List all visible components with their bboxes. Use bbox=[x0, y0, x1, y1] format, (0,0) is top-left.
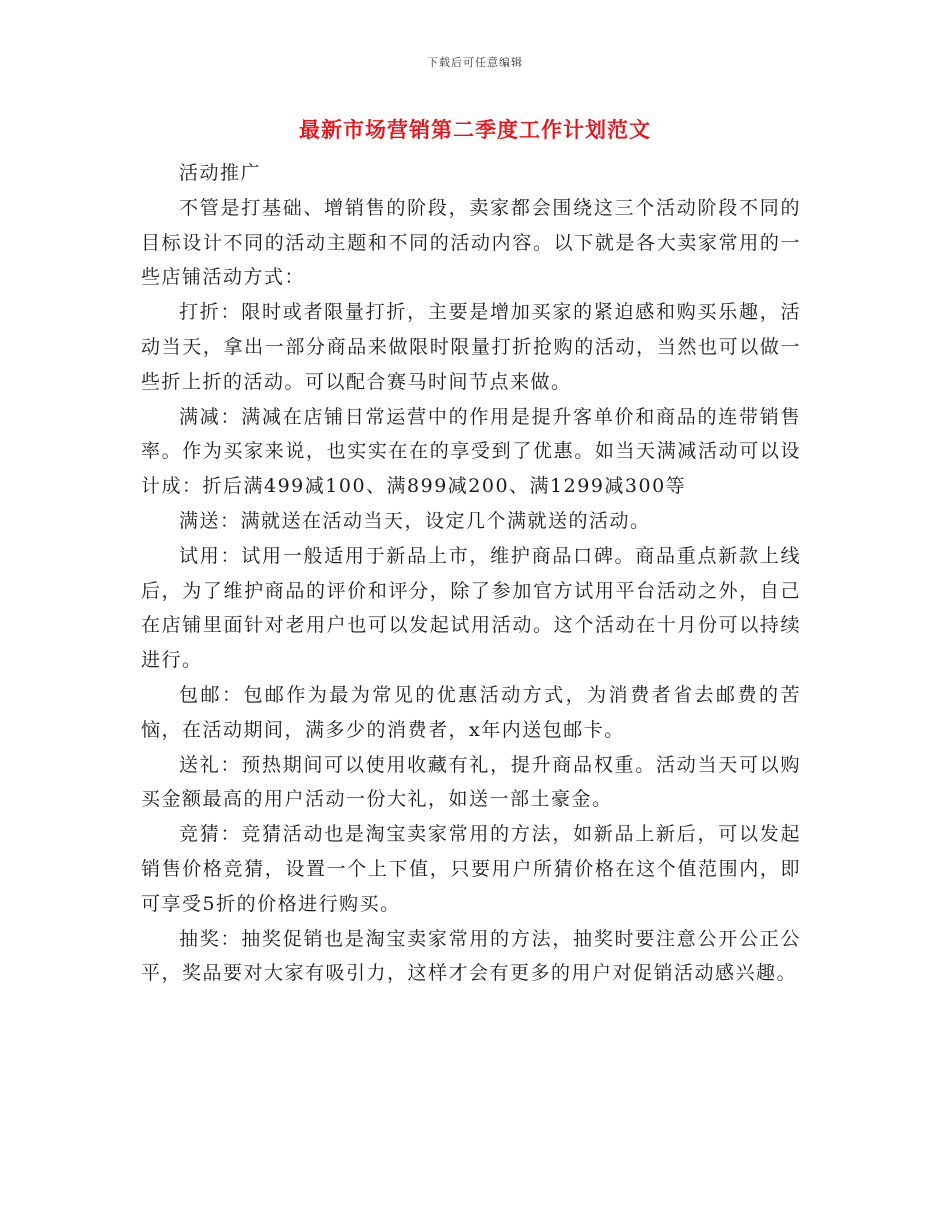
paragraph-free-shipping: 包邮：包邮作为最为常见的优惠活动方式，为消费者省去邮费的苦恼，在活动期间，满多少的消费者，x年内送包邮卡。 bbox=[141, 683, 801, 741]
paragraph-guessing: 竞猜：竞猜活动也是淘宝卖家常用的方法，如新品上新后，可以发起销售价格竞猜，设置一个上下值，只要用户所猜价格在这个值范围内，即可享受5折的价格进行购买。 bbox=[141, 823, 801, 915]
paragraph-intro: 不管是打基础、增销售的阶段，卖家都会围绕这三个活动阶段不同的目标设计不同的活动主题和不同的活动内容。以下就是各大卖家常用的一些店铺活动方式： bbox=[141, 196, 801, 289]
header-note: 下载后可任意编辑 bbox=[427, 56, 523, 69]
section-heading: 活动推广 bbox=[179, 162, 262, 184]
paragraph-full-gift: 满送：满就送在活动当天，设定几个满就送的活动。 bbox=[179, 509, 651, 532]
paragraph-lottery: 抽奖：抽奖促销也是淘宝卖家常用的方法，抽奖时要注意公开公正公平，奖品要对大家有吸引力，这样才会有更多的用户对促销活动感兴趣。 bbox=[141, 927, 801, 985]
paragraph-gift: 送礼：预热期间可以使用收藏有礼，提升商品权重。活动当天可以购买金额最高的用户活动一份大礼，如送一部土豪金。 bbox=[141, 753, 801, 811]
paragraph-full-reduction: 满减：满减在店铺日常运营中的作用是提升客单价和商品的连带销售率。作为买家来说，也实实在在的享受到了优惠。如当天满减活动可以设计成：折后满499减100、满899减200、满1299减300等 bbox=[141, 405, 801, 498]
paragraph-discount: 打折：限时或者限量打折，主要是增加买家的紧迫感和购买乐趣，活动当天，拿出一部分商品来做限时限量打折抢购的活动，当然也可以做一些折上折的活动。可以配合赛马时间节点来做。 bbox=[141, 301, 801, 393]
paragraph-trial: 试用：试用一般适用于新品上市，维护商品口碑。商品重点新款上线后，为了维护商品的评价和评分，除了参加官方试用平台活动之外，自己在店铺里面针对老用户也可以发起试用活动。这个活动在十月份可以持续进行。 bbox=[141, 544, 801, 672]
document-body bbox=[141, 156, 801, 991]
document-title: 最新市场营销第二季度工作计划范文 bbox=[299, 117, 651, 142]
